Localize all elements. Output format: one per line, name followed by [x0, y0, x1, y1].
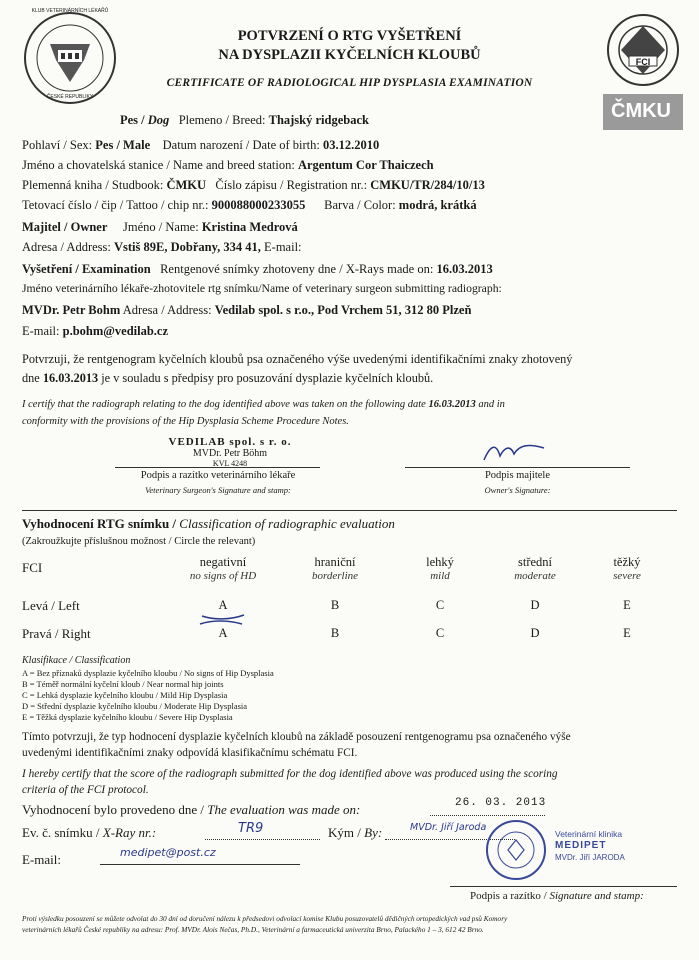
classification-item-b: B = Téměř normální kyčelní kloub / Near normal hip joints: [22, 679, 224, 689]
kvl-logo-top-text: KLUB VETERINÁRNÍCH LÉKAŘŮ: [31, 8, 109, 14]
confirm-en-date: 16.03.2013: [428, 399, 476, 410]
final-signature-cz: Podpis a razítko /: [470, 890, 550, 902]
sex-dob-row: [22, 138, 379, 153]
medipet-stamp-line-2: MEDIPET: [555, 840, 607, 851]
studbook-label: Plemenná kniha / Studbook:: [22, 178, 164, 192]
studbook-value: ČMKU: [166, 178, 207, 192]
evaluation-heading: [22, 516, 395, 532]
column-negative-en: no signs of HD: [189, 570, 257, 582]
owner-address-row: [22, 240, 302, 255]
studbook-row: [22, 178, 485, 193]
column-borderline-cz: hraniční: [314, 555, 356, 569]
classification-item-d: D = Střední dysplazie kyčelního kloubu / Moderate Hip Dysplasia: [22, 701, 248, 711]
dog-breed-row: [120, 113, 369, 128]
vet-signature-line: [115, 467, 320, 468]
medipet-stamp-text: [555, 828, 675, 864]
kvl-logo-bottom-text: ČESKÉ REPUBLIKY: [46, 94, 94, 100]
vet-stamp: [160, 436, 300, 468]
right-grade-d[interactable]: D: [530, 626, 540, 640]
title-line-2: NA DYSPLAZII KYČELNÍCH KLOUBŮ: [218, 47, 481, 63]
footer: [22, 913, 677, 935]
color-value: modrá, krátká: [398, 198, 477, 212]
dog-label: Dog: [147, 113, 170, 127]
vet-row: [22, 303, 471, 318]
chip-row: [22, 198, 477, 213]
owner-signature-cz: Podpis majitele: [484, 470, 551, 481]
vet-signature-cz: Podpis a razítko veterinárního lékaře: [140, 470, 296, 481]
final-signature-line: [450, 886, 677, 887]
column-moderate: [490, 555, 580, 582]
dob-label: Datum narození / Date of birth:: [162, 138, 320, 152]
confirm-cz-prefix: dne: [22, 371, 43, 385]
sex-value: Pes / Male: [95, 138, 151, 152]
final-signature-label: [470, 890, 644, 902]
vet-stamp-line-1: VEDILAB spol. s r. o.: [168, 436, 292, 448]
owner-address-label: Adresa / Address:: [22, 240, 111, 254]
breed-label: Plemeno / Breed:: [178, 113, 266, 127]
left-hip-label: Levá / Left: [22, 598, 80, 613]
vet-email-value: p.bohm@vedilab.cz: [62, 324, 169, 338]
cmku-logo: [603, 94, 683, 130]
exam-row: [22, 262, 493, 277]
right-hip-label: Pravá / Right: [22, 626, 91, 641]
column-severe: [582, 555, 672, 582]
owner-name-label: Jméno / Name:: [123, 220, 199, 234]
column-moderate-cz: střední: [517, 555, 553, 569]
footer-line-2: veterinárních lékařů České republiky na adresu: Prof. MVDr. Alois Nečas, Ph.D., Veterinární a farmaceutická univerzita Brno, Palackého 1 – 3, 612 42 Brno.: [22, 925, 484, 934]
confirm-cz-line-1: Potvrzuji, že rentgenogram kyčelních kloubů psa označeného výše uvedenými identifikačními znaky zhotovený: [22, 352, 573, 366]
owner-email-label: E-mail:: [264, 240, 302, 254]
right-grade-a[interactable]: A: [218, 626, 228, 640]
classification-list: [22, 668, 274, 723]
owner-signature-line: [405, 467, 630, 468]
evaluation-date-label-en: The evaluation was made on:: [207, 802, 361, 817]
pes-label: Pes /: [120, 113, 148, 127]
evaluation-date-line: [430, 815, 545, 816]
medipet-stamp-line-1: Veterinární klinika: [555, 829, 623, 839]
chip-value: 900088000233055: [211, 198, 306, 212]
confirm-en-line-2: conformity with the provisions of the Hip Dysplasia Scheme Procedure Notes.: [22, 416, 349, 427]
final-cz-line-1: Tímto potvrzuji, že typ hodnocení dysplazie kyčelních kloubů na základě posouzení rentgenogramu psa označeného výše: [22, 731, 571, 743]
left-grade-a[interactable]: A: [218, 598, 228, 612]
registration-label: Číslo zápisu / Registration nr.:: [215, 178, 368, 192]
column-mild: [395, 555, 485, 582]
right-selection-mark: [198, 618, 244, 628]
column-negative: [178, 555, 268, 582]
xray-value: 16.03.2013: [436, 262, 493, 276]
breed-value: Thajský ridgeback: [268, 113, 369, 127]
owner-signature-scribble: [480, 438, 550, 466]
column-mild-cz: lehký: [426, 555, 454, 569]
chip-label: Tetovací číslo / čip / Tattoo / chip nr.:: [22, 198, 209, 212]
vet-address-value: Vedilab spol. s r.o., Pod Vrchem 51, 312 80 Plzeň: [214, 303, 472, 317]
title-line-1: POTVRZENÍ O RTG VYŠETŘENÍ: [237, 28, 462, 44]
right-grade-b[interactable]: B: [330, 626, 340, 640]
subtitle: CERTIFICATE OF RADIOLOGICAL HIP DYSPLASIA EXAMINATION: [166, 77, 533, 89]
registration-value: CMKU/TR/284/10/13: [370, 178, 485, 192]
column-mild-en: mild: [430, 570, 450, 582]
classification-item-a: A = Bez příznaků dysplazie kyčelního kloubu / No signs of Hip Dysplasia: [22, 668, 274, 678]
evaluation-instruction: (Zakroužkujte příslušnou možnost / Circle the relevant): [22, 536, 256, 547]
vet-email-row: [22, 324, 168, 339]
right-grade-c[interactable]: C: [435, 626, 445, 640]
owner-address-value: Vstiš 89E, Dobřany, 334 41,: [114, 240, 261, 254]
vet-label-row: [22, 282, 502, 295]
xray-nr-value: TR9: [238, 821, 264, 836]
footer-line-1: Proti výsledku posouzení se můžete odvolat do 30 dní od doručení nálezu k předsedovi odvolací komise Klubu posuzovatelů dědičných ortopedických vad psů Komory: [22, 914, 508, 923]
sex-label: Pohlaví / Sex:: [22, 138, 93, 152]
evaluation-date-label-cz: Vyhodnocení bylo provedeno dne /: [22, 802, 208, 817]
owner-label: Majitel / Owner: [22, 220, 108, 234]
by-label-cz: Kým /: [328, 825, 365, 840]
left-grade-e[interactable]: E: [623, 598, 631, 612]
column-borderline: [290, 555, 380, 582]
confirm-cz-suffix: je v souladu s předpisy pro posuzování dysplazie kyčelních kloubů.: [98, 371, 434, 385]
final-email-line: [100, 864, 300, 865]
dob-value: 03.12.2010: [323, 138, 380, 152]
xray-nr-line: [205, 839, 320, 840]
column-moderate-en: moderate: [514, 570, 556, 582]
vet-value: MVDr. Petr Bohm: [22, 303, 121, 317]
xray-label: Rentgenové snímky zhotoveny dne / X-Rays made on:: [160, 262, 434, 276]
confirm-en-prefix: I certify that the radiograph relating to the dog identified above was taken on the following date: [22, 399, 429, 410]
left-grade-d[interactable]: D: [530, 598, 540, 612]
evaluation-date-row: [22, 802, 360, 818]
column-severe-cz: těžký: [613, 555, 641, 569]
final-email-value: medipet@post.cz: [120, 846, 216, 859]
xray-nr-row: [22, 825, 156, 841]
by-value: MVDr. Jiří Jaroda: [410, 822, 487, 833]
right-grade-e[interactable]: E: [623, 626, 631, 640]
cmku-logo-text: ČMKU: [611, 100, 671, 122]
classification-heading: Klasifikace / Classification: [22, 655, 131, 666]
by-label-en: By:: [364, 825, 383, 840]
confirm-en-line-1: [22, 399, 505, 410]
left-grade-c[interactable]: C: [435, 598, 445, 612]
classification-item-c: C = Lehká dysplazie kyčelního kloubu / Mild Hip Dysplasia: [22, 690, 228, 700]
confirm-en-suffix: and in: [475, 399, 505, 410]
evaluation-heading-en: Classification of radiographic evaluation: [179, 516, 395, 531]
color-label: Barva / Color:: [324, 198, 396, 212]
owner-name-value: Kristina Medrová: [201, 220, 298, 234]
section-divider: [22, 510, 677, 511]
evaluation-date-value: 26. 03. 2013: [455, 797, 547, 809]
vet-label: Jméno veterinárního lékaře-zhotovitele rtg snímku/Name of veterinary surgeon submitting radiograph:: [22, 282, 502, 295]
column-borderline-en: borderline: [311, 570, 359, 582]
vet-signature-en: Veterinary Surgeon's Signature and stamp:: [145, 485, 291, 495]
xray-nr-label-cz: Ev. č. snímku /: [22, 825, 103, 840]
left-grade-b[interactable]: B: [330, 598, 340, 612]
xray-nr-label-en: X-Ray nr.:: [102, 825, 157, 840]
vet-stamp-line-2: MVDr. Petr Böhm: [192, 448, 268, 459]
final-email-label: E-mail:: [22, 852, 61, 867]
final-signature-en: Signature and stamp:: [549, 890, 644, 902]
confirm-cz-line-2: [22, 371, 433, 386]
owner-row: [22, 220, 298, 235]
fci-label: FCI: [22, 560, 43, 575]
column-severe-en: severe: [613, 570, 641, 582]
column-negative-cz: negativní: [199, 555, 247, 569]
name-station-label: Jméno a chovatelská stanice / Name and breed station:: [22, 158, 295, 172]
classification-item-e: E = Těžká dysplazie kyčelního kloubu / Severe Hip Dysplasia: [22, 712, 233, 722]
medipet-stamp-line-3: MVDr. Jiří JARODA: [555, 853, 625, 862]
final-en-line-1: I hereby certify that the score of the radiograph submitted for the dog identified above was produced using the scoring: [22, 768, 558, 780]
exam-label: Vyšetření / Examination: [22, 262, 151, 276]
name-station-row: [22, 158, 434, 173]
vet-stamp-line-3: KVL 4248: [212, 459, 248, 468]
final-cz-line-2: uvedenými identifikačními znaky odpovídá klasifikačnímu schématu FCI.: [22, 747, 358, 759]
evaluation-heading-cz: Vyhodnocení RTG snímku /: [22, 516, 180, 531]
fci-logo-text: FCI: [635, 57, 651, 67]
medipet-round-stamp: [486, 820, 546, 880]
owner-signature-en: Owner's Signature:: [484, 485, 551, 495]
confirm-cz-date: 16.03.2013: [42, 371, 99, 385]
final-en-line-2: criteria of the FCI protocol.: [22, 784, 149, 796]
vet-address-label: Adresa / Address:: [122, 303, 212, 317]
vet-email-label: E-mail:: [22, 324, 60, 338]
name-station-value: Argentum Cor Thaiczech: [297, 158, 434, 172]
by-label: [328, 825, 382, 841]
